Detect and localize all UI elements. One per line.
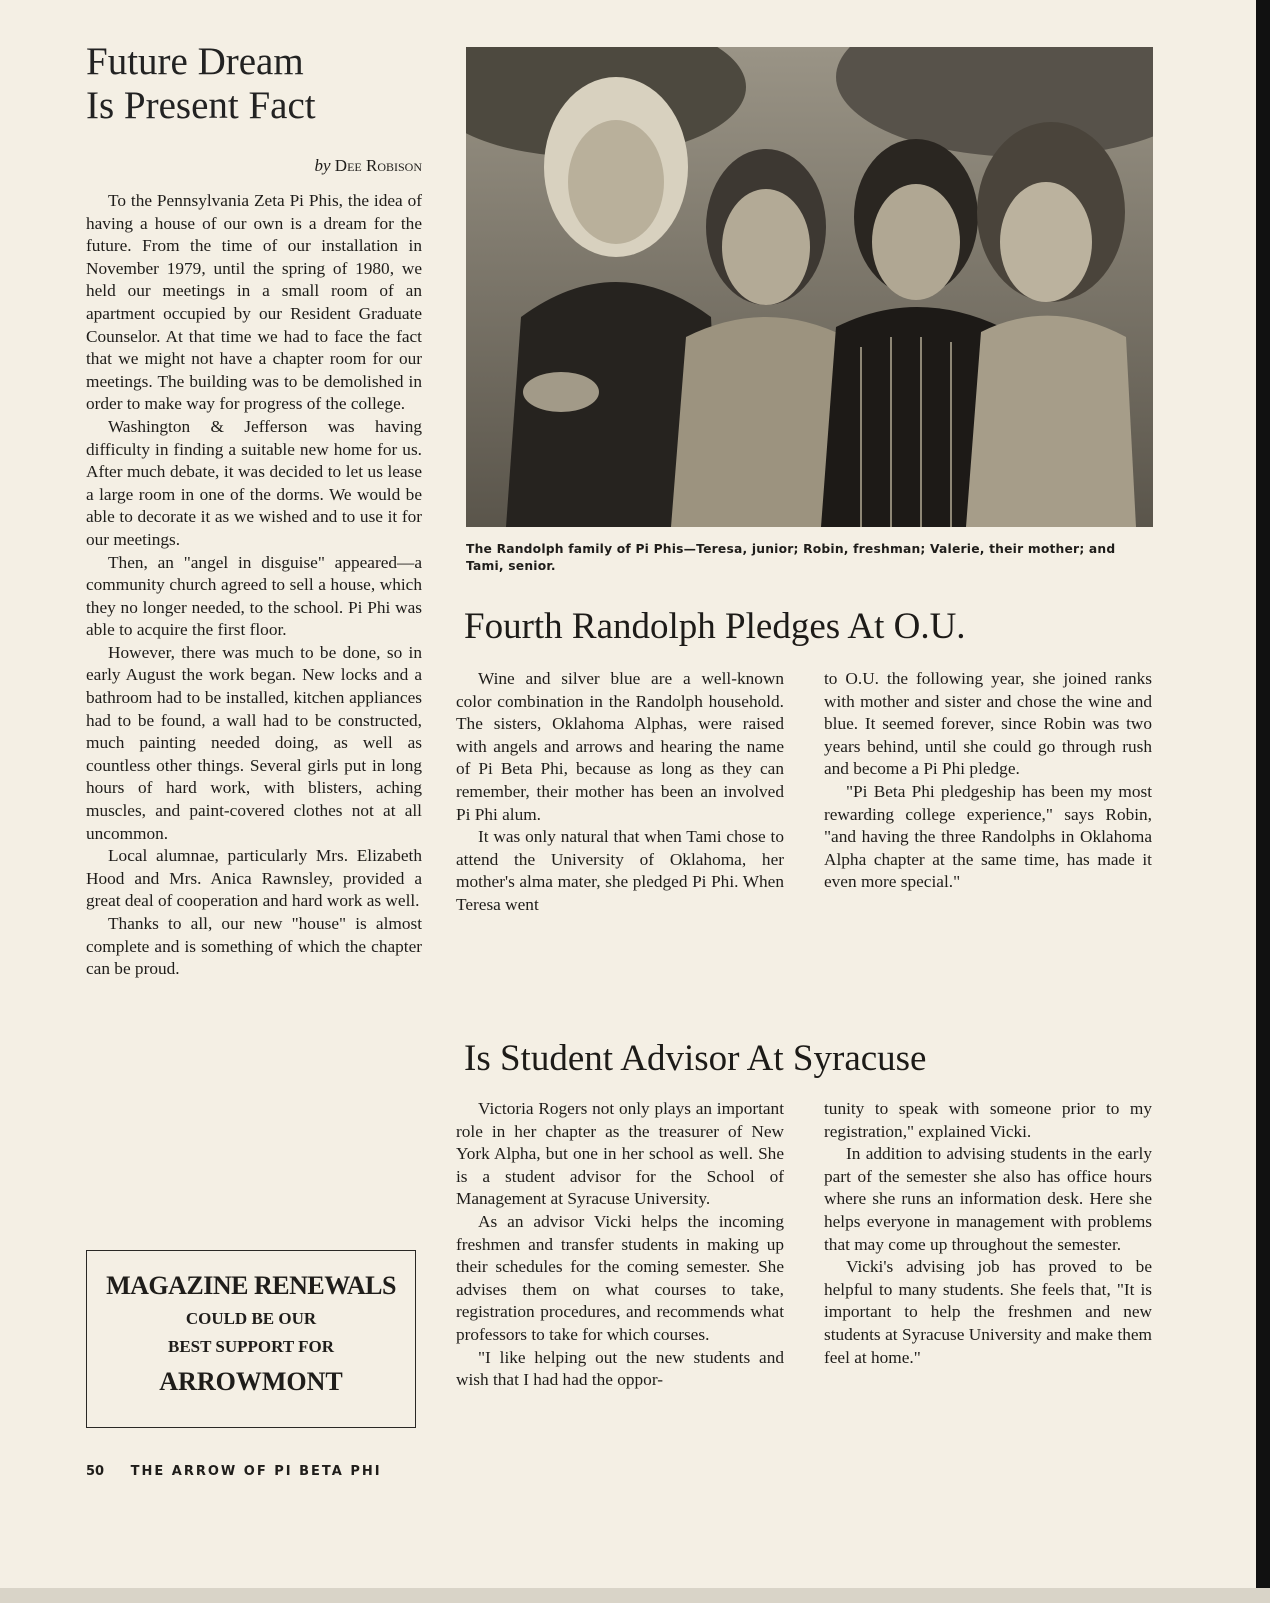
paragraph: "Pi Beta Phi pledgeship has been my most rewarding college experience," says Robin, "and having the three Randolphs in Oklahoma Alpha chapter at the same time, has made it even more special." — [824, 781, 1152, 892]
photo-illustration — [466, 47, 1153, 527]
paragraph: Local alumnae, particularly Mrs. Elizabeth Hood and Mrs. Anica Rawnsley, provided a great deal of cooperation and hard work as well. — [86, 846, 422, 911]
paragraph: As an advisor Vicki helps the incoming freshmen and transfer students in making up their schedules for the coming semester. She advises them on what courses to take, registration procedures, and recommends what professors to take for which courses. — [456, 1211, 784, 1344]
paragraph: "I like helping out the new students and wish that I had had the oppor- — [456, 1347, 784, 1390]
left-article — [86, 40, 422, 981]
randolph-column-2 — [824, 668, 1152, 894]
syracuse-article-title: Is Student Advisor At Syracuse — [464, 1038, 927, 1079]
renewal-line-1: COULD BE OUR — [185, 1309, 317, 1328]
renewal-arrowmont: ARROWMONT — [159, 1367, 343, 1396]
paragraph: In addition to advising students in the early part of the semester she also has office hours where she runs an information desk. Here she helps everyone in management with problems that may come up throughout the semester. — [824, 1144, 1152, 1254]
paragraph: Washington & Jefferson was having difficulty in finding a suitable new home for us. After much debate, it was decided to let us lease a large room in one of the dorms. We would be able to decorate it as we wished and to use it for our meetings. — [86, 416, 422, 549]
page-footer — [86, 1464, 382, 1479]
page-number: 50 — [86, 1464, 105, 1479]
magazine-renewal-box — [86, 1250, 416, 1428]
byline-author: Dee Robison — [334, 156, 422, 175]
byline-by: by — [314, 156, 331, 175]
randolph-article-title: Fourth Randolph Pledges At O.U. — [464, 606, 966, 647]
paragraph: Then, an "angel in disguise" appeared—a community church agreed to sell a house, which they no longer needed, to the school. Pi Phi was able to acquire the first floor. — [86, 552, 422, 640]
randolph-column-1 — [456, 668, 784, 917]
paragraph: However, there was much to be done, so in early August the work began. New locks and a bathroom had to be installed, kitchen appliances had to be found, a wall had to be constructed, much painting needed doing, as well as countless other things. Several girls put in long hours of hard work, with blisters, aching muscles, and paint-covered clothes not at all uncommon. — [86, 642, 422, 843]
paragraph: Vicki's advising job has proved to be helpful to many students. She feels that, "It is important to help the freshmen and new students at Syracuse University and make them feel at home." — [824, 1257, 1152, 1367]
publication-name: THE ARROW OF PI BETA PHI — [130, 1464, 382, 1479]
page-bottom-margin — [0, 1588, 1270, 1603]
family-photo — [466, 47, 1153, 527]
paragraph-continued: to O.U. the following year, she joined ranks with mother and sister and chose the wine and blue. It seemed forever, since Robin was two years behind, until she could go through rush and become a Pi Phi pledge. — [824, 669, 1152, 779]
renewal-title: MAGAZINE RENEWALS — [106, 1271, 396, 1300]
article-title — [86, 40, 422, 128]
title-line-2: Is Present Fact — [86, 84, 316, 127]
photo-caption: The Randolph family of Pi Phis—Teresa, junior; Robin, freshman; Valerie, their mother; and Tami, senior. — [466, 542, 1116, 573]
paragraph: Wine and silver blue are a well-known color combination in the Randolph household. The sisters, Oklahoma Alphas, were raised with angels and arrows and hearing the name of Pi Beta Phi, because as long as they can remember, their mother has been an involved Pi Phi alum. — [456, 669, 784, 824]
left-article-body — [86, 190, 422, 981]
syracuse-column-1 — [456, 1098, 784, 1392]
renewal-line-2: BEST SUPPORT FOR — [168, 1337, 334, 1356]
syracuse-column-2 — [824, 1098, 1152, 1369]
page-edge-shadow — [1256, 0, 1270, 1603]
paragraph: To the Pennsylvania Zeta Pi Phis, the idea of having a house of our own is a dream for the future. From the time of our installation in November 1979, until the spring of 1980, we held our meetings in a small room of an apartment occupied by our Resident Graduate Counselor. At that time we had to face the fact that we might not have a chapter room for our meetings. The building was to be demolished in order to make way for progress of the college. — [86, 191, 422, 414]
byline — [86, 156, 422, 176]
paragraph-continued: tunity to speak with someone prior to my registration," explained Vicki. — [824, 1099, 1152, 1141]
paragraph: Victoria Rogers not only plays an important role in her chapter as the treasurer of New York Alpha, but one in her school as well. She is a student advisor for the School of Management at Syracuse University. — [456, 1099, 784, 1209]
title-line-1: Future Dream — [86, 40, 304, 83]
paragraph: It was only natural that when Tami chose to attend the University of Oklahoma, her mother's alma mater, she pledged Pi Phi. When Teresa went — [456, 827, 784, 914]
paragraph: Thanks to all, our new "house" is almost complete and is something of which the chapter can be proud. — [86, 914, 422, 979]
